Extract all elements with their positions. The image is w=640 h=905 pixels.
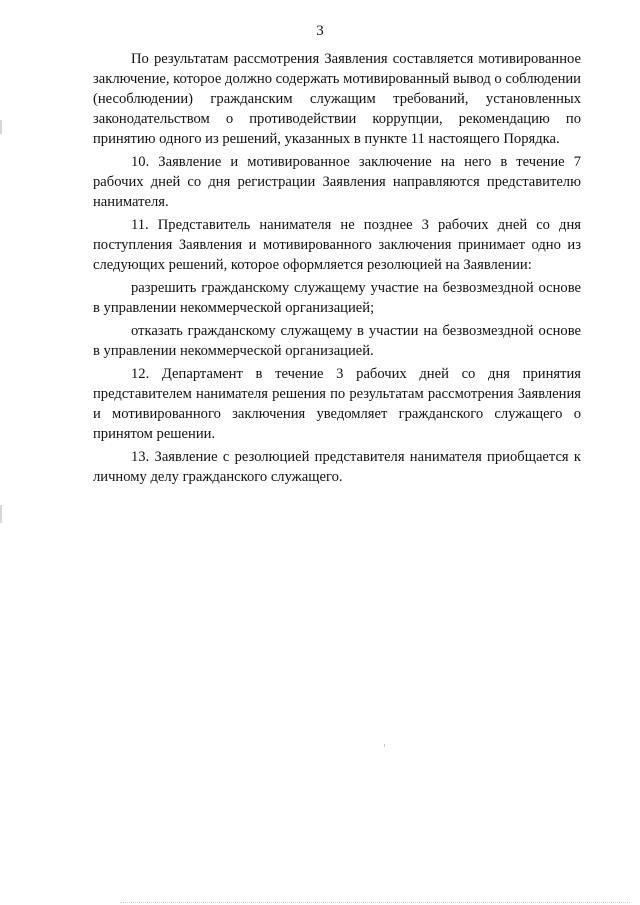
paragraph-conclusion: По результатам рассмотрения Заявления составляется мотивированное заключение, которое должно содержать мотивированный вывод о соблюдении (несоблюдении) гражданским служащим требований, установленных законодательством о противодействии коррупции, рекомендацию по принятию одного из решений, указанных в пункте 11 настоящего Порядка.	[93, 51, 581, 147]
paragraph-11-option-allow: разрешить гражданскому служащему участие на безвозмездной основе в управлении некоммерческой организацией;	[93, 280, 581, 316]
scan-edge-mark	[0, 120, 2, 134]
paragraph-13: 13. Заявление с резолюцией представителя нанимателя приобщается к личному делу гражданского служащего.	[93, 449, 581, 485]
paragraph-11-option-refuse: отказать гражданскому служащему в участии на безвозмездной основе в управлении некоммерческой организацией.	[93, 323, 581, 359]
scan-bottom-noise	[120, 901, 630, 903]
paragraph-11: 11. Представитель нанимателя не позднее 3 рабочих дней со дня поступления Заявления и мотивированного заключения принимает одно из следующих решений, которое оформляется резолюцией на Заявлении:	[93, 217, 581, 273]
scan-edge-mark	[0, 505, 2, 523]
page-number: 3	[316, 23, 324, 39]
document-body	[93, 49, 581, 487]
scan-speck	[384, 744, 385, 747]
paragraph-12: 12. Департамент в течение 3 рабочих дней со дня принятия представителем нанимателя решения по результатам рассмотрения Заявления и мотивированного заключения уведомляет гражданского служащего о принятом решении.	[93, 366, 581, 442]
paragraph-10: 10. Заявление и мотивированное заключение на него в течение 7 рабочих дней со дня регистрации Заявления направляются представителю нанимателя.	[93, 154, 581, 210]
